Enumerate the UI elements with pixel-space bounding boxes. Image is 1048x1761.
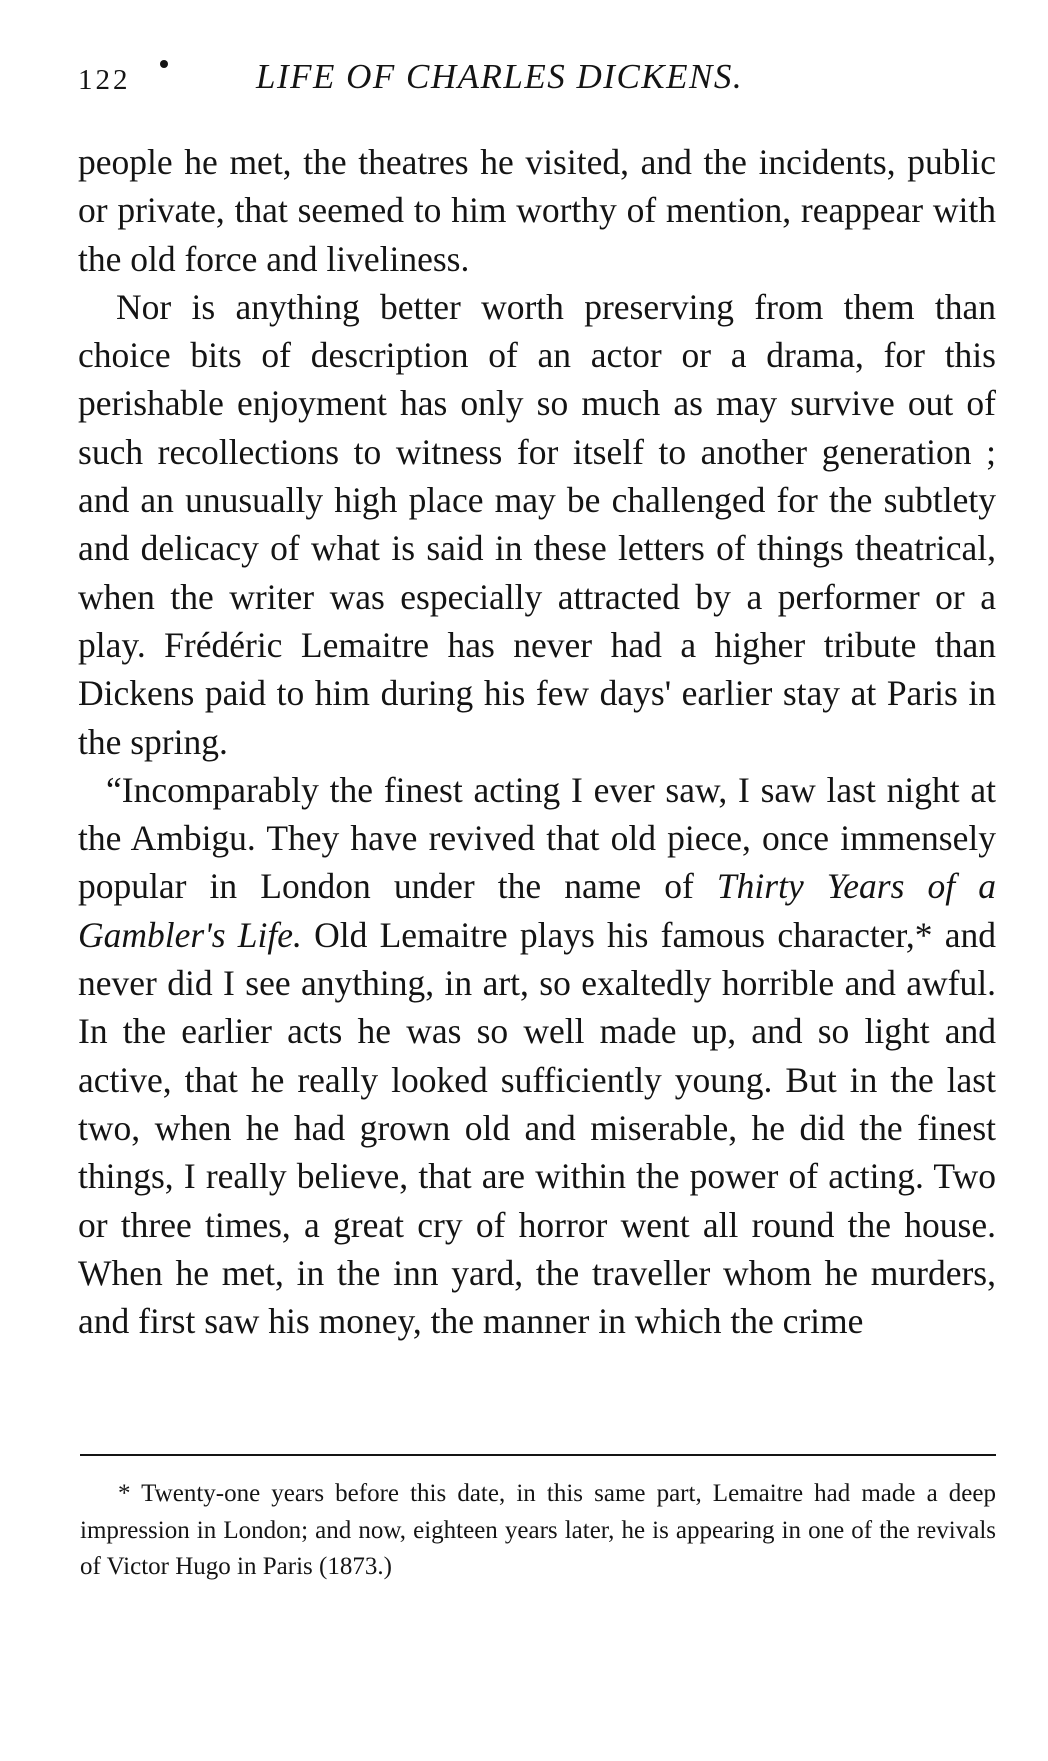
page-number: 122 bbox=[78, 64, 131, 96]
page-header bbox=[78, 52, 998, 102]
main-text bbox=[78, 138, 996, 1345]
footnote: * Twenty-one years before this date, in this same part, Lemaitre had made a deep impression in London; and now, eighteen years later, he is appearing in one of the revivals of Victor Hugo in Paris (1873.) bbox=[80, 1480, 996, 1580]
header-dot-mark bbox=[160, 60, 168, 68]
footnote-divider bbox=[80, 1454, 996, 1456]
paragraph-quoted-letter bbox=[78, 766, 996, 1346]
play-title: Thirty Years of a Gambler's Life. bbox=[78, 866, 997, 955]
quote-text-before-title: “Incomparably the finest acting I ever saw, I saw last night at the Ambigu. They have revived that old piece, once immensely popular in London under the name of bbox=[78, 769, 996, 907]
paragraph-continuation: people he met, the theatres he visited, and the incidents, public or private, that seemed to him worthy of mention, reappear with the old force and liveliness. bbox=[78, 142, 996, 279]
paragraph-theatrical-letters: Nor is anything better worth preserving from them than choice bits of description of an actor or a drama, for this perishable enjoyment has only so much as may survive out of such recollections to witness for itself to another generation ; and an unusually high place may be challenged for the subtlety and delicacy of what is said in these letters of things theatrical, when the writer was especially attracted by a performer or a play. Frédéric Lemaitre has never had a higher tribute than Dickens paid to him during his few days' earlier stay at Paris in the spring. bbox=[78, 286, 996, 762]
running-title: LIFE OF CHARLES DICKENS. bbox=[256, 57, 744, 96]
quote-text-after-title: Old Lemaitre plays his famous character,* and never did I see anything, in art, so exaltedly horrible and awful. In the earlier acts he was so well made up, and so light and active, that he really looked sufficiently young. But in the last two, when he had grown old and miserable, he did the finest things, I really believe, that are within the power of acting. Two or three times, a great cry of horror went all round the house. When he met, in the inn yard, the traveller whom he murders, and first saw his money, the manner in which the crime bbox=[78, 914, 997, 1342]
